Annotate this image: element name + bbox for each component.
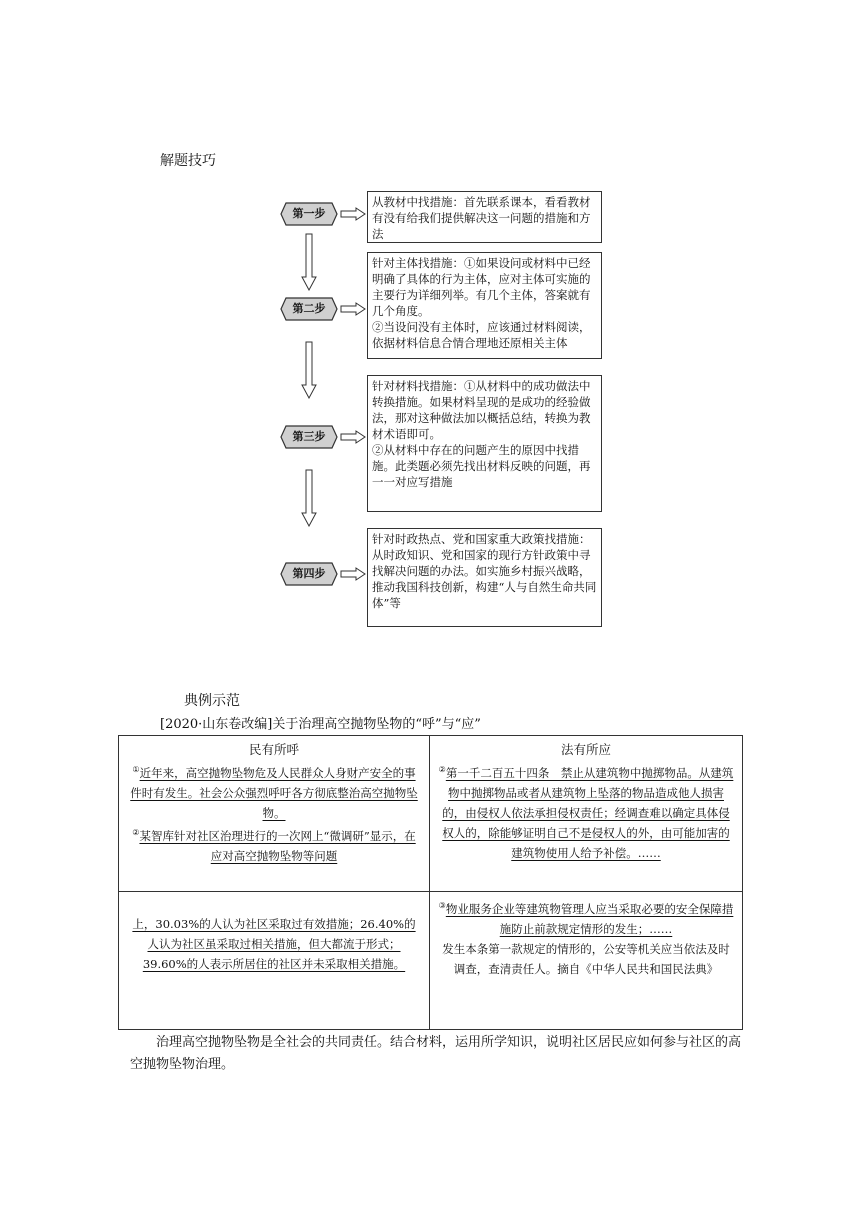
arrow-down-icon <box>301 341 317 399</box>
material-text: 上，30.03%的人认为社区采取过有效措施；26.40%的人认为社区虽采取过相关措施，但大都流于形式；39.60%的人表示所居住的社区并未采取相关措施。 <box>132 917 416 971</box>
right-column-header: 法有所应 <box>560 742 611 757</box>
step-4-box <box>367 528 602 627</box>
step-text: ②当设问没有主体时，应该通过材料阅读，依据材料信息合情合理地还原相关主体 <box>372 320 591 350</box>
step-text: 从教材中找措施：首先联系课本，看看教材有没有给我们提供解决这一问题的措施和方法 <box>372 195 591 241</box>
left-top-cell <box>119 736 430 892</box>
material-marker: ② <box>132 827 140 837</box>
comparison-table <box>118 735 743 1030</box>
arrow-right-icon <box>340 430 366 444</box>
example-heading: 典例示范 <box>184 693 240 709</box>
step-3-box <box>367 375 602 512</box>
step-2-box <box>367 252 602 359</box>
table-row <box>119 892 743 1030</box>
step-label: 第二步 <box>292 302 326 315</box>
material-marker: ② <box>438 765 446 774</box>
material-text: 发生本条第一款规定的情形的，公安等机关应当依法及时调查，查清责任人。摘自《中华人民共和国民法典》 <box>442 941 730 976</box>
material-text: 物业服务企业等建筑物管理人应当采取必要的安全保障措施防止前款规定情形的发生；…… <box>445 901 734 936</box>
right-top-cell <box>430 736 743 892</box>
step-4-badge <box>280 562 338 586</box>
arrow-right-icon <box>340 302 366 316</box>
step-text: 针对材料找措施：①从材料中的成功做法中转换措施。如果材料呈现的是成功的经验做法，那对这种做法加以概括总结，转换为教材术语即可。 <box>372 379 591 441</box>
step-text: 针对主体找措施：①如果设问或材料中已经明确了具体的行为主体，应对主体可实施的主要行为详细列举。有几个主体，答案就有几个角度。 <box>372 256 591 318</box>
step-text: 针对时政热点、党和国家重大政策找措施：从时政知识、党和国家的现行方针政策中寻找解决问题的办法。如实施乡村振兴战略，推动我国科技创新，构建“人与自然生命共同体”等 <box>372 532 597 610</box>
table-row <box>119 736 743 892</box>
left-bottom-cell <box>119 892 430 1030</box>
step-text: ②从材料中存在的问题产生的原因中找措施。此类题必须先找出材料反映的问题，再一一对应写措施 <box>372 443 591 489</box>
case-title: [2020·山东卷改编]关于治理高空抛物坠物的“呼”与“应” <box>160 717 481 732</box>
step-3-badge <box>280 425 338 449</box>
step-label: 第三步 <box>292 430 326 443</box>
step-label: 第一步 <box>292 207 326 220</box>
arrow-right-icon <box>340 207 366 221</box>
material-text: 第一千二百五十四条 禁止从建筑物中抛掷物品。从建筑物中抛掷物品或者从建筑物上坠落的物品造成他人损害的，由侵权人依法承担侵权责任；经调查难以确定具体侵权人的，除能够证明自己不是侵权人的外，由可能加害的建筑物使用人给予补偿。…… <box>442 765 734 860</box>
step-2-badge <box>280 297 338 321</box>
arrow-down-icon <box>301 233 317 291</box>
material-text: 某智库针对社区治理进行的一次网上“微调研”显示，在应对高空抛物坠物等问题 <box>139 828 416 863</box>
tips-heading: 解题技巧 <box>160 153 216 169</box>
step-1-box <box>367 191 602 243</box>
left-column-header: 民有所呼 <box>248 742 299 757</box>
step-1-badge <box>280 202 338 226</box>
question-text: 治理高空抛物坠物是全社会的共同责任。结合材料，运用所学知识，说明社区居民应如何参与社区的高空抛物坠物治理。 <box>130 1035 742 1072</box>
right-bottom-cell <box>430 892 743 1030</box>
material-text: 近年来，高空抛物坠物危及人民群众人身财产安全的事件时有发生。社会公众强烈呼吁各方彻底整治高空抛物坠物。 <box>130 765 418 820</box>
step-label: 第四步 <box>292 567 326 580</box>
arrow-down-icon <box>301 469 317 527</box>
material-marker: ① <box>132 765 140 774</box>
material-marker: ③ <box>438 901 446 910</box>
arrow-right-icon <box>340 567 366 581</box>
